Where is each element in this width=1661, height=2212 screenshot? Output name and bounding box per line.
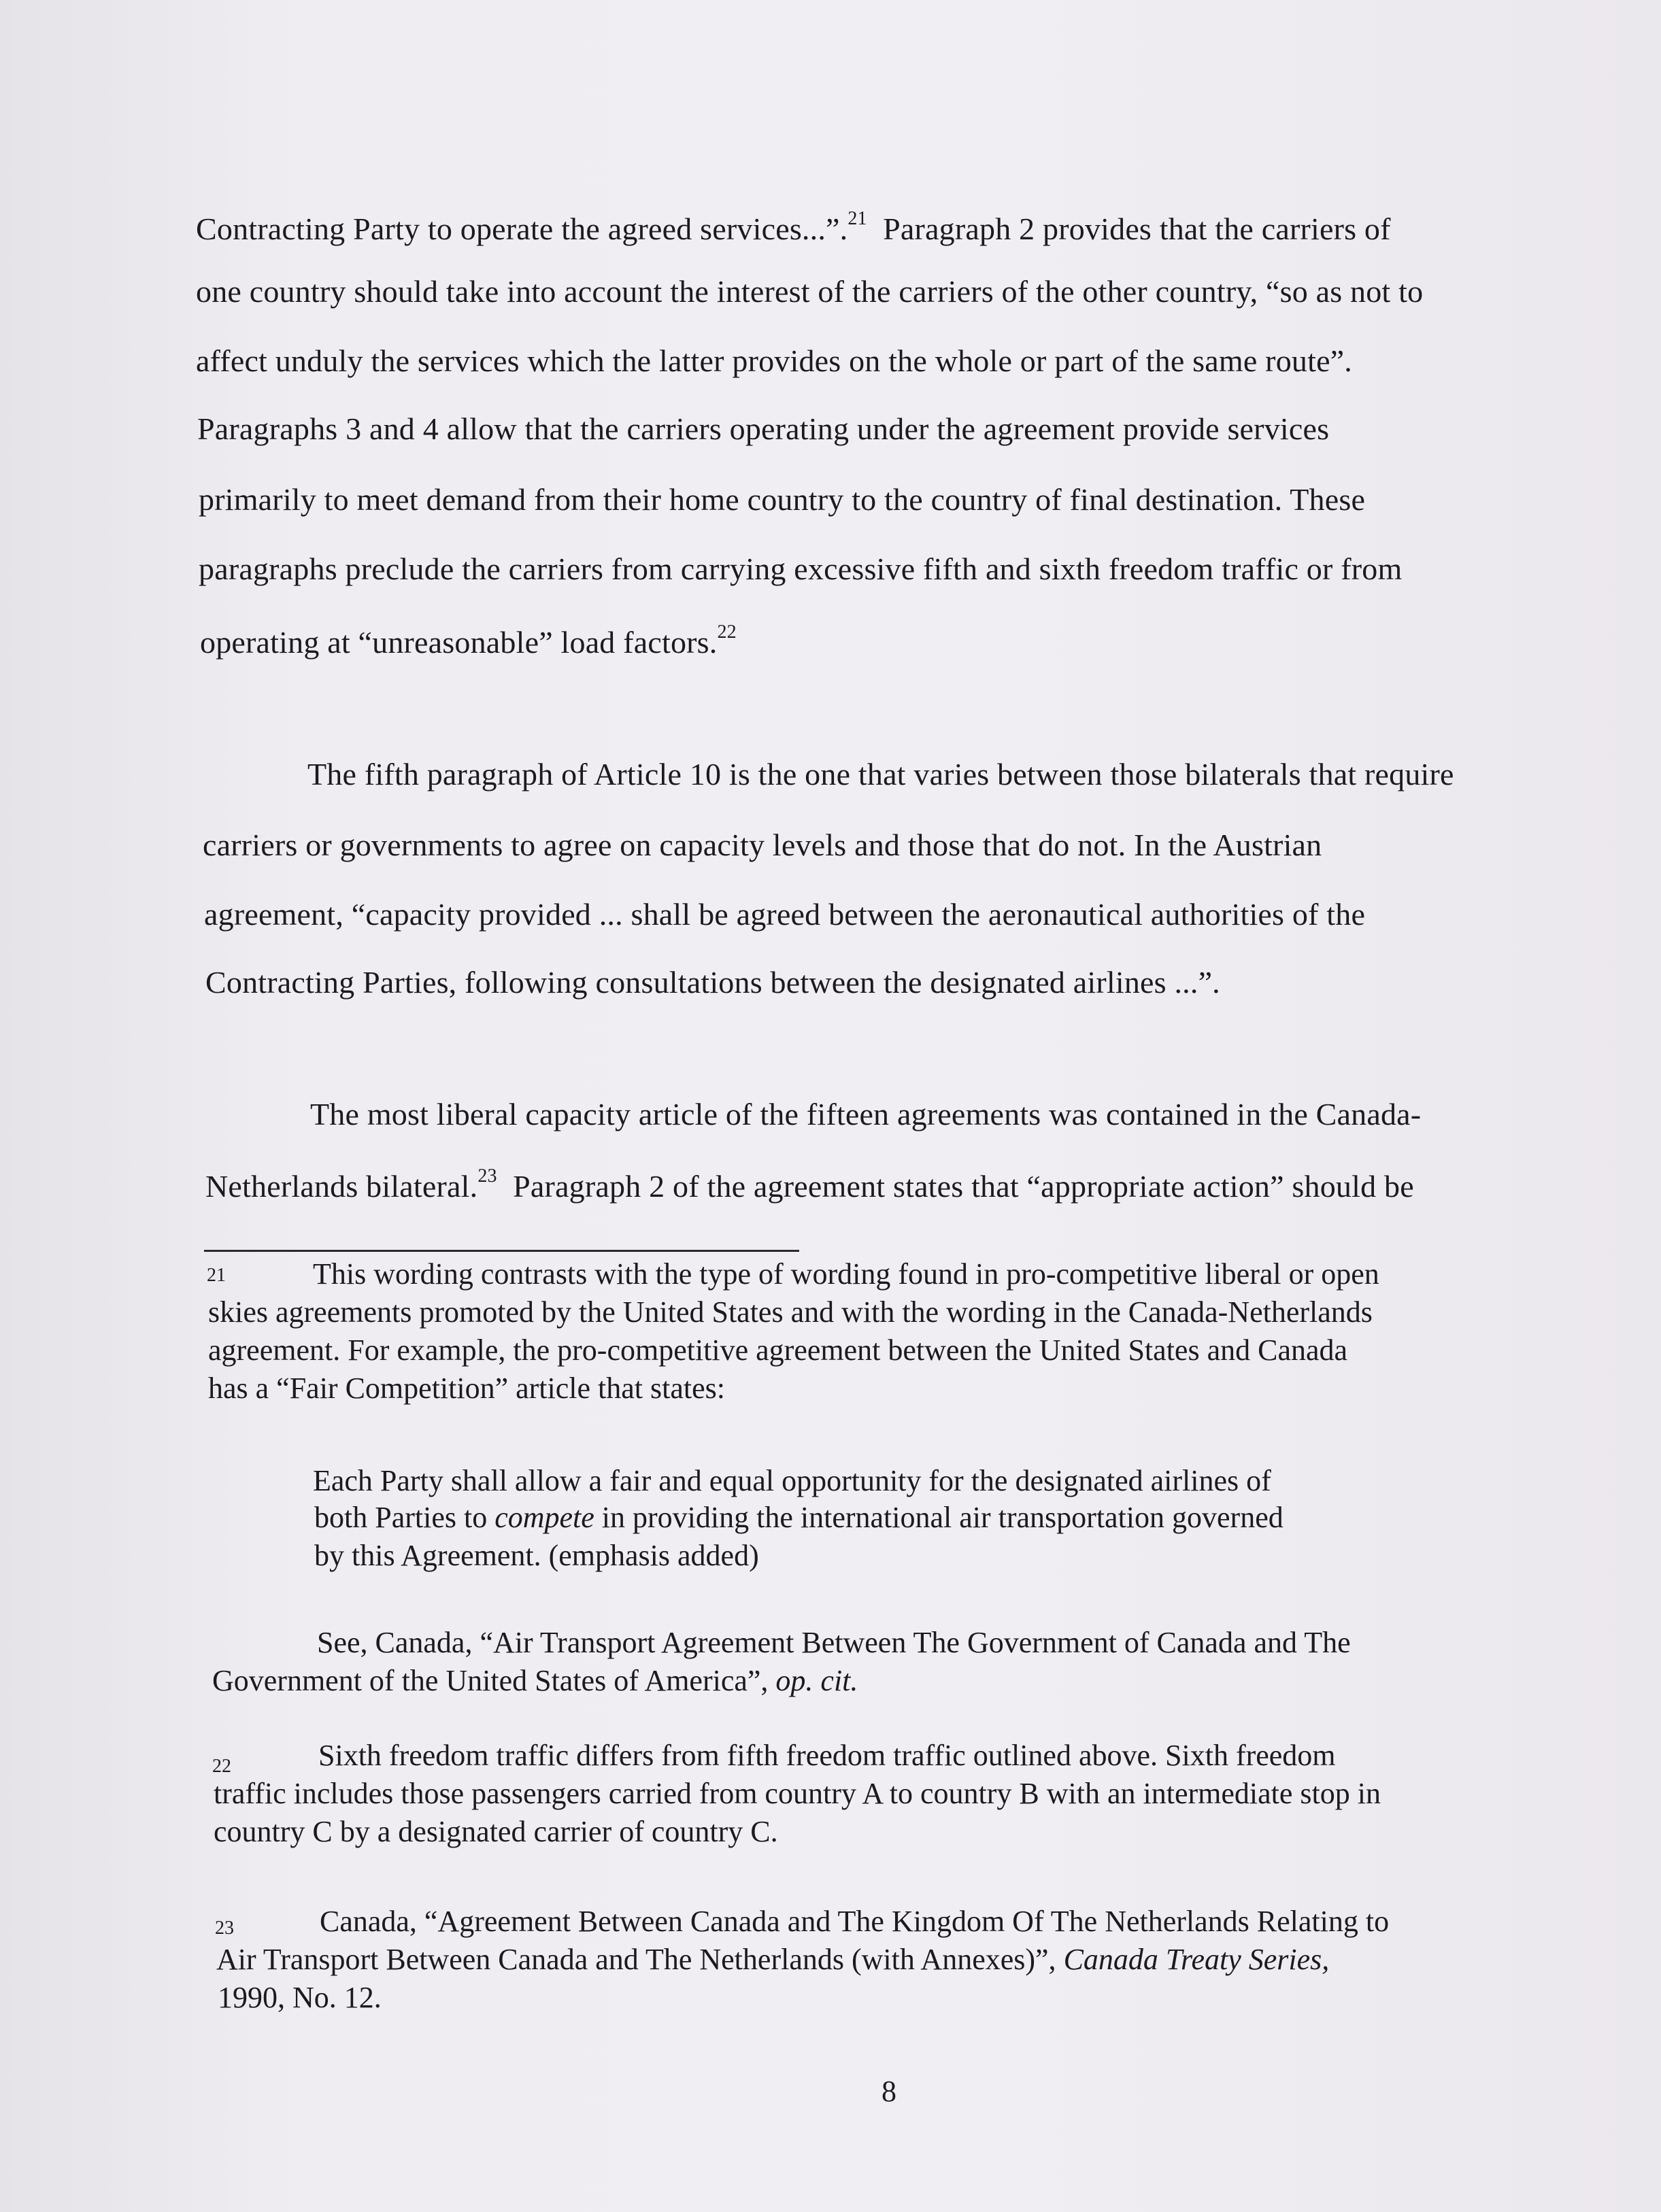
footnote-ref-22: 22 bbox=[717, 621, 737, 643]
emphasis-text: Canada Treaty Series, bbox=[1063, 1943, 1330, 1976]
emphasis-text: op. cit. bbox=[775, 1664, 858, 1697]
text-line: primarily to meet demand from their home country to the country of final destination. These bbox=[199, 482, 1366, 517]
footnote-line: agreement. For example, the pro-competitive agreement between the United States and Canada bbox=[208, 1333, 1348, 1367]
text-span: in providing the international air transportation governed bbox=[594, 1501, 1284, 1534]
text-line: one country should take into account the interest of the carriers of the other country, “so as not to bbox=[196, 274, 1424, 309]
footnote-separator bbox=[204, 1250, 799, 1252]
text-span: Netherlands bilateral. bbox=[205, 1169, 478, 1204]
text-line: affect unduly the services which the latter provides on the whole or part of the same route”. bbox=[196, 343, 1353, 378]
text-line: Paragraphs 3 and 4 allow that the carriers operating under the agreement provide services bbox=[197, 411, 1330, 446]
footnote-line: See, Canada, “Air Transport Agreement Between The Government of Canada and The bbox=[317, 1626, 1351, 1659]
text-line bbox=[196, 207, 1391, 248]
footnote-line: country C by a designated carrier of country C. bbox=[214, 1815, 778, 1848]
footnote-number: 23 bbox=[215, 1918, 234, 1939]
footnote-line: traffic includes those passengers carried from country A to country B with an intermediate stop in bbox=[214, 1777, 1381, 1810]
block-quote-line: Each Party shall allow a fair and equal opportunity for the designated airlines of bbox=[313, 1464, 1271, 1497]
text-span: operating at “unreasonable” load factors. bbox=[200, 625, 718, 660]
text-span: Paragraph 2 of the agreement states that “appropriate action” should be bbox=[497, 1169, 1414, 1204]
footnote-line: 1990, No. 12. bbox=[218, 1981, 382, 2014]
text-line: carriers or governments to agree on capacity levels and those that do not. In the Austrian bbox=[203, 828, 1322, 862]
footnote-line bbox=[212, 1663, 858, 1699]
text-line: The most liberal capacity article of the fifteen agreements was contained in the Canada- bbox=[310, 1097, 1422, 1131]
footnote-line: Canada, “Agreement Between Canada and The Kingdom Of The Netherlands Relating to bbox=[320, 1905, 1390, 1938]
text-span: both Parties to bbox=[314, 1501, 495, 1534]
text-line: agreement, “capacity provided ... shall be agreed between the aeronautical authorities of the bbox=[204, 897, 1366, 932]
text-span: Paragraph 2 provides that the carriers of bbox=[867, 211, 1391, 246]
text-line: paragraphs preclude the carriers from carrying excessive fifth and sixth freedom traffic or from bbox=[199, 551, 1403, 586]
footnote-ref-21: 21 bbox=[848, 207, 867, 229]
footnote-ref-23: 23 bbox=[477, 1165, 497, 1187]
footnote-line: skies agreements promoted by the United States and with the wording in the Canada-Netherlands bbox=[208, 1295, 1373, 1329]
footnote-line: This wording contrasts with the type of wording found in pro-competitive liberal or open bbox=[313, 1257, 1379, 1291]
footnote-line bbox=[216, 1942, 1329, 1977]
text-span: Contracting Party to operate the agreed services...”. bbox=[196, 211, 848, 246]
block-quote-line bbox=[314, 1500, 1284, 1535]
block-quote-line: by this Agreement. (emphasis added) bbox=[314, 1539, 759, 1572]
page-number: 8 bbox=[882, 2075, 896, 2108]
footnote-number: 22 bbox=[212, 1756, 231, 1777]
text-line bbox=[205, 1165, 1414, 1205]
footnote-line: Sixth freedom traffic differs from fifth freedom traffic outlined above. Sixth freedom bbox=[318, 1739, 1336, 1772]
text-span: Air Transport Between Canada and The Netherlands (with Annexes)”, bbox=[216, 1943, 1064, 1976]
text-span: Government of the United States of America”, bbox=[212, 1664, 776, 1697]
text-line: Contracting Parties, following consultations between the designated airlines ...”. bbox=[205, 965, 1220, 1000]
footnote-number: 21 bbox=[207, 1265, 226, 1286]
footnote-line: has a “Fair Competition” article that states: bbox=[208, 1372, 725, 1405]
text-line: The fifth paragraph of Article 10 is the one that varies between those bilaterals that require bbox=[307, 757, 1454, 792]
emphasis-text: compete bbox=[494, 1501, 594, 1534]
text-line bbox=[200, 621, 737, 661]
